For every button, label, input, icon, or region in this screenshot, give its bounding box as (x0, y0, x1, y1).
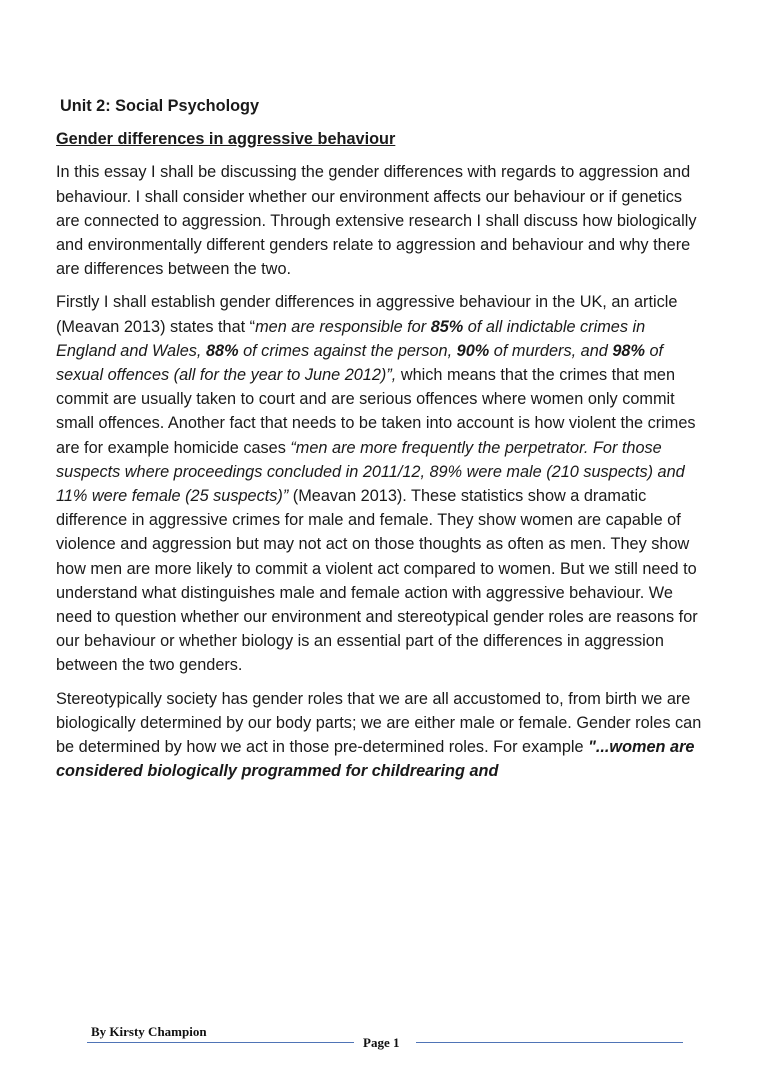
paragraph-intro: In this essay I shall be discussing the gender differences with regards to aggression and behaviour. I shall consider whether our environment affects our behaviour or if genetics are connected to aggression. Through extensive research I shall discuss how biologically and environmentally different genders relate to aggression and behaviour and why there are differences between the two. (56, 163, 697, 279)
page-number: Page 1 (363, 1035, 400, 1050)
quote-run: of all indictable crimes in England and Wales, (56, 317, 646, 360)
footer-rule-right (416, 1042, 683, 1043)
quote-run: men are responsible for (255, 317, 431, 336)
footer-rule-left (87, 1042, 354, 1043)
quote-run: of murders, and (489, 341, 613, 360)
text-run: which means that the crimes that men commit are usually taken to court and are serious offences where women only commit small offences. Another fact that needs to be taken into account is how violent the crimes are for example homicide cases (56, 366, 696, 457)
quote-run: of sexual offences (all for the year to June 2012)”, (56, 341, 664, 385)
essay-title: Gender differences in aggressive behaviour (56, 130, 396, 149)
text-run: Firstly I shall establish gender differences in aggressive behaviour in the UK, an article (Meavan 2013) states that “ (56, 293, 678, 336)
stat-98: 98% (612, 341, 645, 360)
quote-childrearing: "...women are considered biologically programmed for childrearing and (56, 738, 695, 781)
unit-title: Unit 2: Social Psychology (60, 97, 260, 115)
text-run: Stereotypically society has gender roles that we are all accustomed to, from birth we are biologically determined by our body parts; we are either male or female. Gender roles can be determined by how we act in those pre-determined roles. For example (56, 689, 702, 757)
quote-homicide: “men are more frequently the perpetrator. For those suspects where proceedings concluded in 2011/12, 89% were male (210 suspects) and 11% were female (25 suspects)” (56, 438, 685, 506)
stat-90: 90% (456, 341, 490, 360)
stat-88: 88% (205, 341, 239, 360)
text-run: (Meavan 2013). These statistics show a dramatic difference in aggressive crimes for male and female. They show women are capable of violence and aggression but may not act on those thoughts as often as men. They show how men are more likely to commit a violent act compared to women. But we still need to understand what distinguishes male and female action with aggressive behaviour. We need to question whether our environment and stereotypical gender roles are reasons for our behaviour or whether biology is an essential part of the differences in aggression between the two genders. (56, 487, 698, 675)
footer-author: By Kirsty Champion (91, 1024, 207, 1039)
stat-85: 85% (430, 317, 464, 336)
quote-run: of crimes against the person, (238, 341, 457, 360)
